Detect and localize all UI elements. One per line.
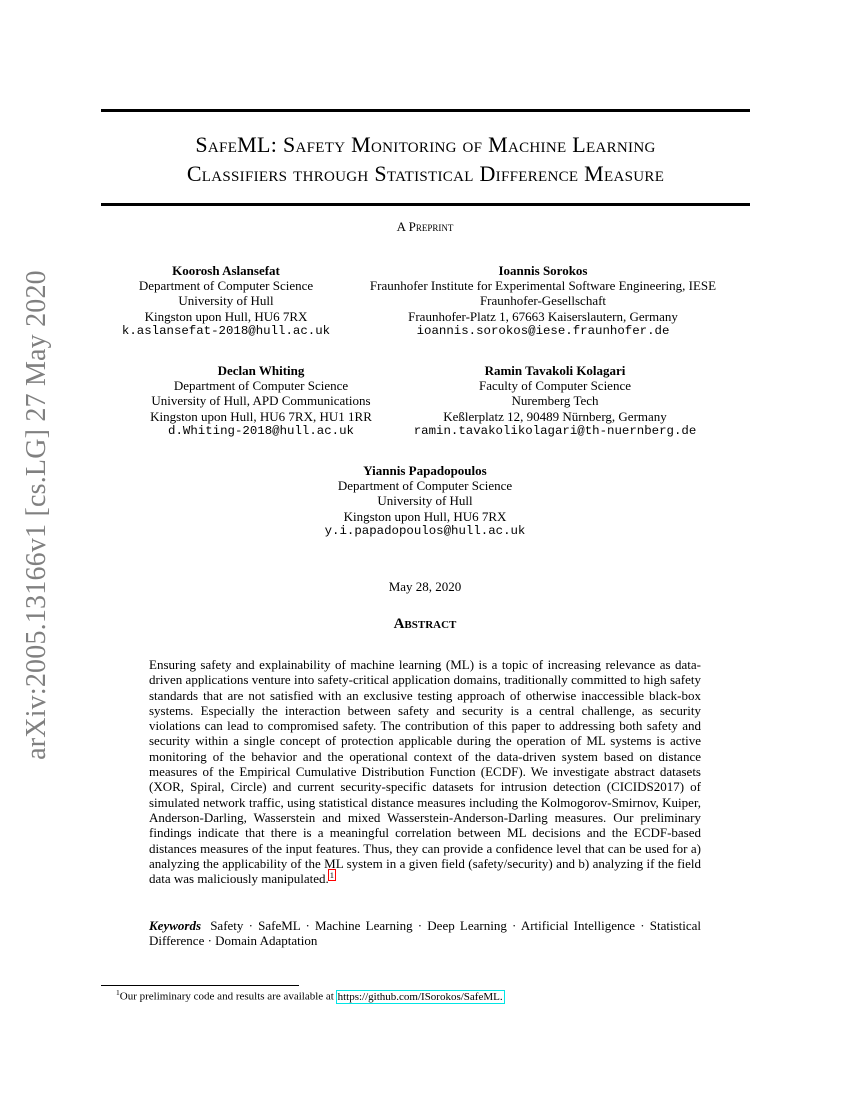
title-line-1: SafeML: Safety Monitoring of Machine Learning — [195, 132, 656, 157]
keywords-list: Safety · SafeML · Machine Learning · Deep Learning · Artificial Intelligence · Statistical Difference · Domain Adaptation — [149, 918, 702, 949]
author-block — [110, 263, 342, 339]
title-line-2: Classifiers through Statistical Difference Measure — [186, 161, 665, 186]
author-affiliation-line: Nuremberg Tech — [511, 393, 599, 409]
author-name: Ioannis Sorokos — [498, 263, 588, 278]
keywords-label: Keywords — [149, 918, 201, 933]
github-repository-link[interactable]: https://github.com/ISorokos/SafeML. — [337, 990, 503, 1003]
arxiv-identifier-text: arXiv:2005.13166v1 [cs.LG] 27 May 2020 — [21, 270, 52, 760]
author-affiliation-line: Fraunhofer Institute for Experimental Software Engineering, IESE — [369, 278, 717, 294]
author-affiliation-line: Fraunhofer-Platz 1, 67663 Kaiserslautern, Germany — [408, 308, 678, 324]
author-email: ioannis.sorokos@iese.fraunhofer.de — [416, 323, 670, 338]
author-block — [275, 463, 575, 539]
author-affiliation-line: Kingston upon Hull, HU6 7RX — [343, 508, 507, 524]
author-affiliation-line: Kingston upon Hull, HU6 7RX — [144, 308, 308, 324]
author-name: Yiannis Papadopoulos — [363, 463, 487, 478]
abstract-heading: Abstract — [393, 616, 457, 632]
title-rule-bottom — [101, 203, 750, 206]
author-email: ramin.tavakolikolagari@th-nuernberg.de — [413, 423, 697, 438]
author-affiliation-line: Kingston upon Hull, HU6 7RX, HU1 1RR — [150, 408, 372, 424]
keywords-section — [149, 918, 701, 949]
author-affiliation-line: University of Hull — [178, 293, 274, 309]
footnote-link-marker[interactable]: 1 — [329, 869, 335, 880]
footnote-rule — [101, 985, 299, 986]
abstract-text: Ensuring safety and explainability of machine learning (ML) is a topic of increasing relevance as data-driven applications venture into safety-critical application domains, traditionally committed to high safety standards that are not satisfied with an exclusive testing approach of otherwise inaccessible black-box systems. Especially the interaction between safety and security is a central challenge, as security violations can lead to compromised safety. The contribution of this paper to addressing both safety and security within a single concept of protection applicable during the operation of ML systems is active monitoring of the behavior and the operational context of the data-driven system based on distance measures of the Empirical Cumulative Distribution Function (ECDF). We investigate abstract datasets (XOR, Spiral, Circle) and current security-specific datasets for intrusion detection (CICIDS2017) of simulated network traffic, using statistical distance measures including the Kolmogorov-Smirnov, Kuiper, Anderson-Darling, Wasserstein and mixed Wasserstein-Anderson-Darling measures. Our preliminary findings indicate that there is a meaningful correlation between ML decisions and the ECDF-based distances measures of the input features. Thus, they can provide a confidence level that can be used for a) analyzing the applicability of the ML system in a given field (safety/security) and b) analyzing if the field data was maliciously manipulated. — [149, 657, 701, 887]
publication-date: May 28, 2020 — [388, 579, 462, 594]
author-block — [130, 363, 392, 439]
author-affiliation-line: Department of Computer Science — [337, 478, 513, 494]
author-affiliation-line: Faculty of Computer Science — [479, 378, 631, 394]
footnote-number: 1 — [116, 988, 120, 997]
author-email: k.aslansefat-2018@hull.ac.uk — [121, 323, 331, 338]
author-affiliation-line: University of Hull, APD Communications — [151, 393, 371, 409]
author-name: Ramin Tavakoli Kolagari — [484, 363, 626, 378]
author-email: y.i.papadopoulos@hull.ac.uk — [324, 523, 526, 538]
footnote — [116, 988, 504, 1003]
footnote-text: Our preliminary code and results are available at — [119, 990, 334, 1003]
author-affiliation-line: Keßlerplatz 12, 90489 Nürnberg, Germany — [443, 408, 667, 424]
author-affiliation-line: Department of Computer Science — [138, 278, 314, 294]
author-block — [352, 263, 734, 339]
paper-title — [100, 130, 751, 188]
author-affiliation-line: Fraunhofer-Gesellschaft — [479, 293, 607, 309]
author-affiliation-line: University of Hull — [377, 493, 473, 509]
author-name: Koorosh Aslansefat — [172, 263, 280, 278]
title-rule-top — [101, 109, 750, 112]
author-affiliation-line: Department of Computer Science — [173, 378, 349, 394]
author-block — [410, 363, 700, 439]
abstract-body — [149, 657, 701, 886]
author-name: Declan Whiting — [217, 363, 305, 378]
preprint-label: A Preprint — [396, 219, 454, 234]
author-email: d.Whiting-2018@hull.ac.uk — [168, 423, 354, 438]
